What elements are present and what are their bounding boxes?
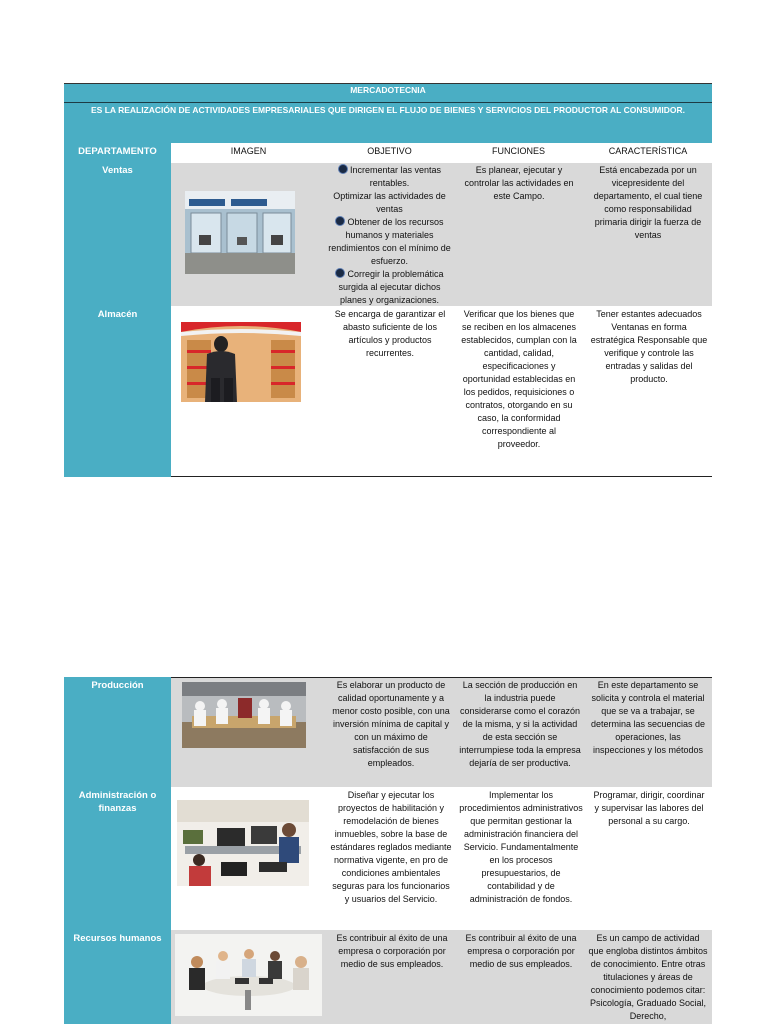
almacen-characteristic: Tener estantes adecuados Ventanas en forma estratégica Responsable que verifique y controle las entradas y salidas del producto. [590, 309, 708, 384]
objective-item: Optimizar las actividades de ventas [333, 191, 446, 214]
produccion-objective: Es elaborar un producto de calidad oportunamente y a menor costo posible, con una inversión mínima de capital y con un máximo de satisfacción de sus empleados. [332, 680, 450, 768]
almacen-image [181, 322, 301, 402]
bullet-icon [335, 216, 345, 226]
header-caracteristica: CARACTERÍSTICA [608, 146, 688, 156]
department-column [64, 677, 171, 1024]
administracion-characteristic: Programar, dirigir, coordinar y supervisar las labores del personal a su cargo. [593, 790, 705, 826]
mercadotecnia-table [64, 83, 712, 477]
rrhh-functions: Es contribuir al éxito de una empresa o corporación por medio de sus empleados. [465, 933, 577, 969]
administracion-image [177, 800, 309, 886]
objective-item: Obtener de los recursos humanos y materiales rendimientos con el mínimo de esfuerzo. [328, 217, 451, 266]
departments-table-continued [64, 677, 712, 1024]
header-imagen: IMAGEN [230, 146, 267, 156]
bullet-icon [335, 268, 345, 278]
dept-almacen: Almacén [97, 309, 138, 320]
dept-administracion: Administración o finanzas [78, 790, 157, 814]
ventas-characteristic: Está encabezada por un vicepresidente del departamento, el cual tiene como responsabilidad primaria dirigir la fuerza de ventas [593, 165, 703, 240]
almacen-objective: Se encarga de garantizar el abasto suficiente de los artículos y productos recurrentes. [334, 309, 446, 358]
header-funciones: FUNCIONES [491, 146, 545, 156]
header-objetivo: OBJETIVO [367, 146, 412, 156]
dept-produccion: Producción [91, 680, 144, 691]
ventas-image [185, 191, 295, 274]
bullet-icon [338, 164, 348, 174]
objective-item: Incrementar las ventas rentables. [326, 164, 453, 190]
rrhh-objective: Es contribuir al éxito de una empresa o corporación por medio de sus empleados. [336, 933, 448, 969]
produccion-characteristic: En este departamento se solicita y controla el material que se va a trabajar, se determina las secuencias de operaciones, las inspecciones y los métodos [590, 680, 706, 755]
header-departamento: DEPARTAMENTO [78, 146, 157, 157]
recursos-humanos-image [175, 934, 322, 1016]
ventas-objective [326, 164, 453, 307]
table-title: MERCADOTECNIA [64, 83, 712, 103]
dept-ventas: Ventas [102, 165, 133, 176]
produccion-image [182, 682, 306, 748]
administracion-functions: Implementar los procedimientos administrativos que permitan gestionar la administración financiera del Servicio. Fundamentalmente en los procesos presupuestarios, de contabilidad y de administración de fondos. [459, 790, 583, 904]
almacen-functions: Verificar que los bienes que se reciben en los almacenes establecidos, cumplan con la cantidad, calidad, especificaciones y oportunidad establecidas en los pedidos, requisiciones o contratos, otorgando en su caso, la conformidad correspondiente al proveedor. [461, 309, 577, 449]
dept-recursos-humanos: Recursos humanos [73, 933, 162, 944]
objective-item: Corregir la problemática surgida al ejecutar dichos planes y organizaciones. [326, 268, 453, 307]
table-subtitle: ES LA REALIZACIÓN DE ACTIVIDADES EMPRESARIALES QUE DIRIGEN EL FLUJO DE BIENES Y SERVICIOS DEL PRODUCTOR AL CONSUMIDOR. [64, 103, 712, 143]
administracion-objective: Diseñar y ejecutar los proyectos de habilitación y remodelación de bienes inmuebles, sobre la base de estándares reglados mediante normativa vigente, en pro de condiciones ambientales seguras para los funcionarios y usuarios del Servicio. [330, 790, 452, 904]
rrhh-characteristic: Es un campo de actividad que engloba distintos ámbitos de conocimiento. Entre otras titulaciones y áreas de conocimiento podemos citar: Psicología, Graduado Social, Derecho, [588, 933, 708, 1021]
ventas-functions: Es planear, ejecutar y controlar las actividades en este Campo. [464, 165, 574, 201]
table-bottom-border [171, 476, 712, 477]
produccion-functions: La sección de producción en la industria puede considerarse como el corazón de la misma, y si la actividad de esta sección se interrumpiese toda la empresa dejaría de ser productiva. [459, 680, 581, 768]
